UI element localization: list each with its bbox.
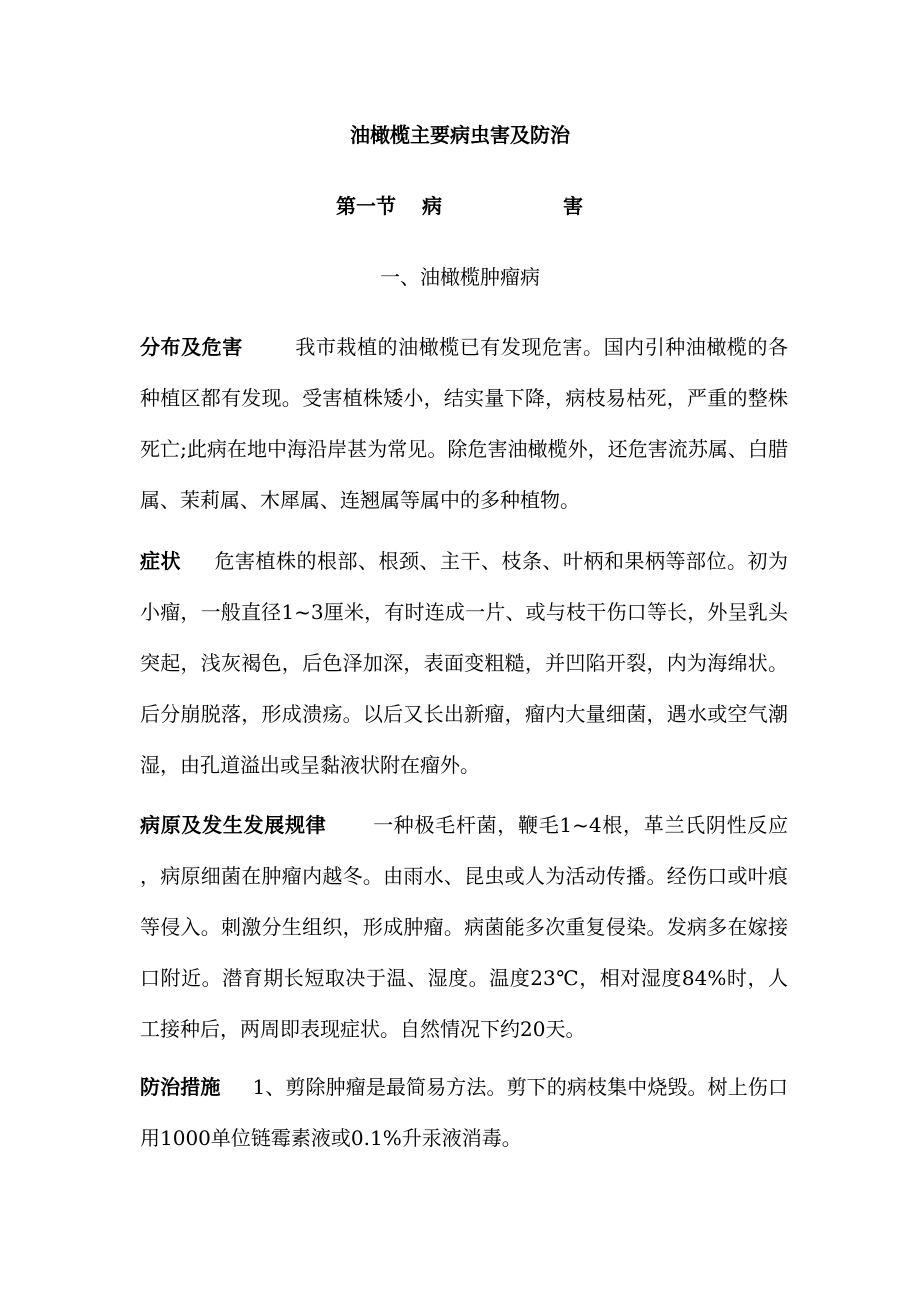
section-word-2: 害 bbox=[563, 194, 583, 218]
paragraph-control bbox=[140, 1062, 788, 1164]
paragraph-distribution bbox=[140, 322, 788, 526]
paragraph-text: 危害植株的根部、根颈、主干、枝条、叶柄和果柄等部位。初为小瘤，一般直径1~3厘米，有时连成一片、或与枝干伤口等长，外呈乳头突起，浅灰褐色，后色泽加深，表面变粗糙，并凹陷开裂，内为海绵状。后分崩脱落，形成溃疡。以后又长出新瘤，瘤内大量细菌，遇水或空气潮湿，由孔道溢出或呈黏液状附在瘤外。 bbox=[140, 549, 788, 777]
paragraph-symptoms bbox=[140, 536, 788, 791]
paragraph-text: 一种极毛杆菌，鞭毛1~4根，革兰氏阴性反应，病原细菌在肿瘤内越冬。由雨水、昆虫或人为活动传播。经伤口或叶痕等侵入。刺激分生组织，形成肿瘤。病菌能多次重复侵染。发病多在嫁接口附近。潜育期长短取决于温、湿度。温度23℃，相对湿度84%时，人工接种后，两周即表现症状。自然情况下约20天。 bbox=[140, 813, 788, 1041]
paragraph-label: 症状 bbox=[140, 549, 181, 573]
paragraph-text: 我市栽植的油橄榄已有发现危害。国内引种油橄榄的各种植区都有发现。受害植株矮小，结实量下降，病枝易枯死，严重的整株死亡;此病在地中海沿岸甚为常见。除危害油橄榄外，还危害流苏属、白腊属、茉莉属、木犀属、连翘属等属中的多种植物。 bbox=[140, 335, 789, 512]
section-number: 第一节 bbox=[336, 194, 396, 218]
paragraph-pathogen bbox=[140, 800, 788, 1055]
section-word-1: 病 bbox=[422, 194, 442, 218]
paragraph-label: 防治措施 bbox=[140, 1075, 221, 1099]
subsection-title: 一、油橄榄肿瘤病 bbox=[380, 265, 540, 289]
paragraph-text: 1、剪除肿瘤是最简易方法。剪下的病枝集中烧毁。树上伤口用1000单位链霉素液或0.1%升汞液消毒。 bbox=[140, 1075, 788, 1150]
paragraph-label: 分布及危害 bbox=[140, 335, 243, 359]
document-title: 油橄榄主要病虫害及防治 bbox=[350, 123, 570, 147]
paragraph-label: 病原及发生发展规律 bbox=[140, 813, 327, 837]
section-title bbox=[0, 190, 920, 222]
